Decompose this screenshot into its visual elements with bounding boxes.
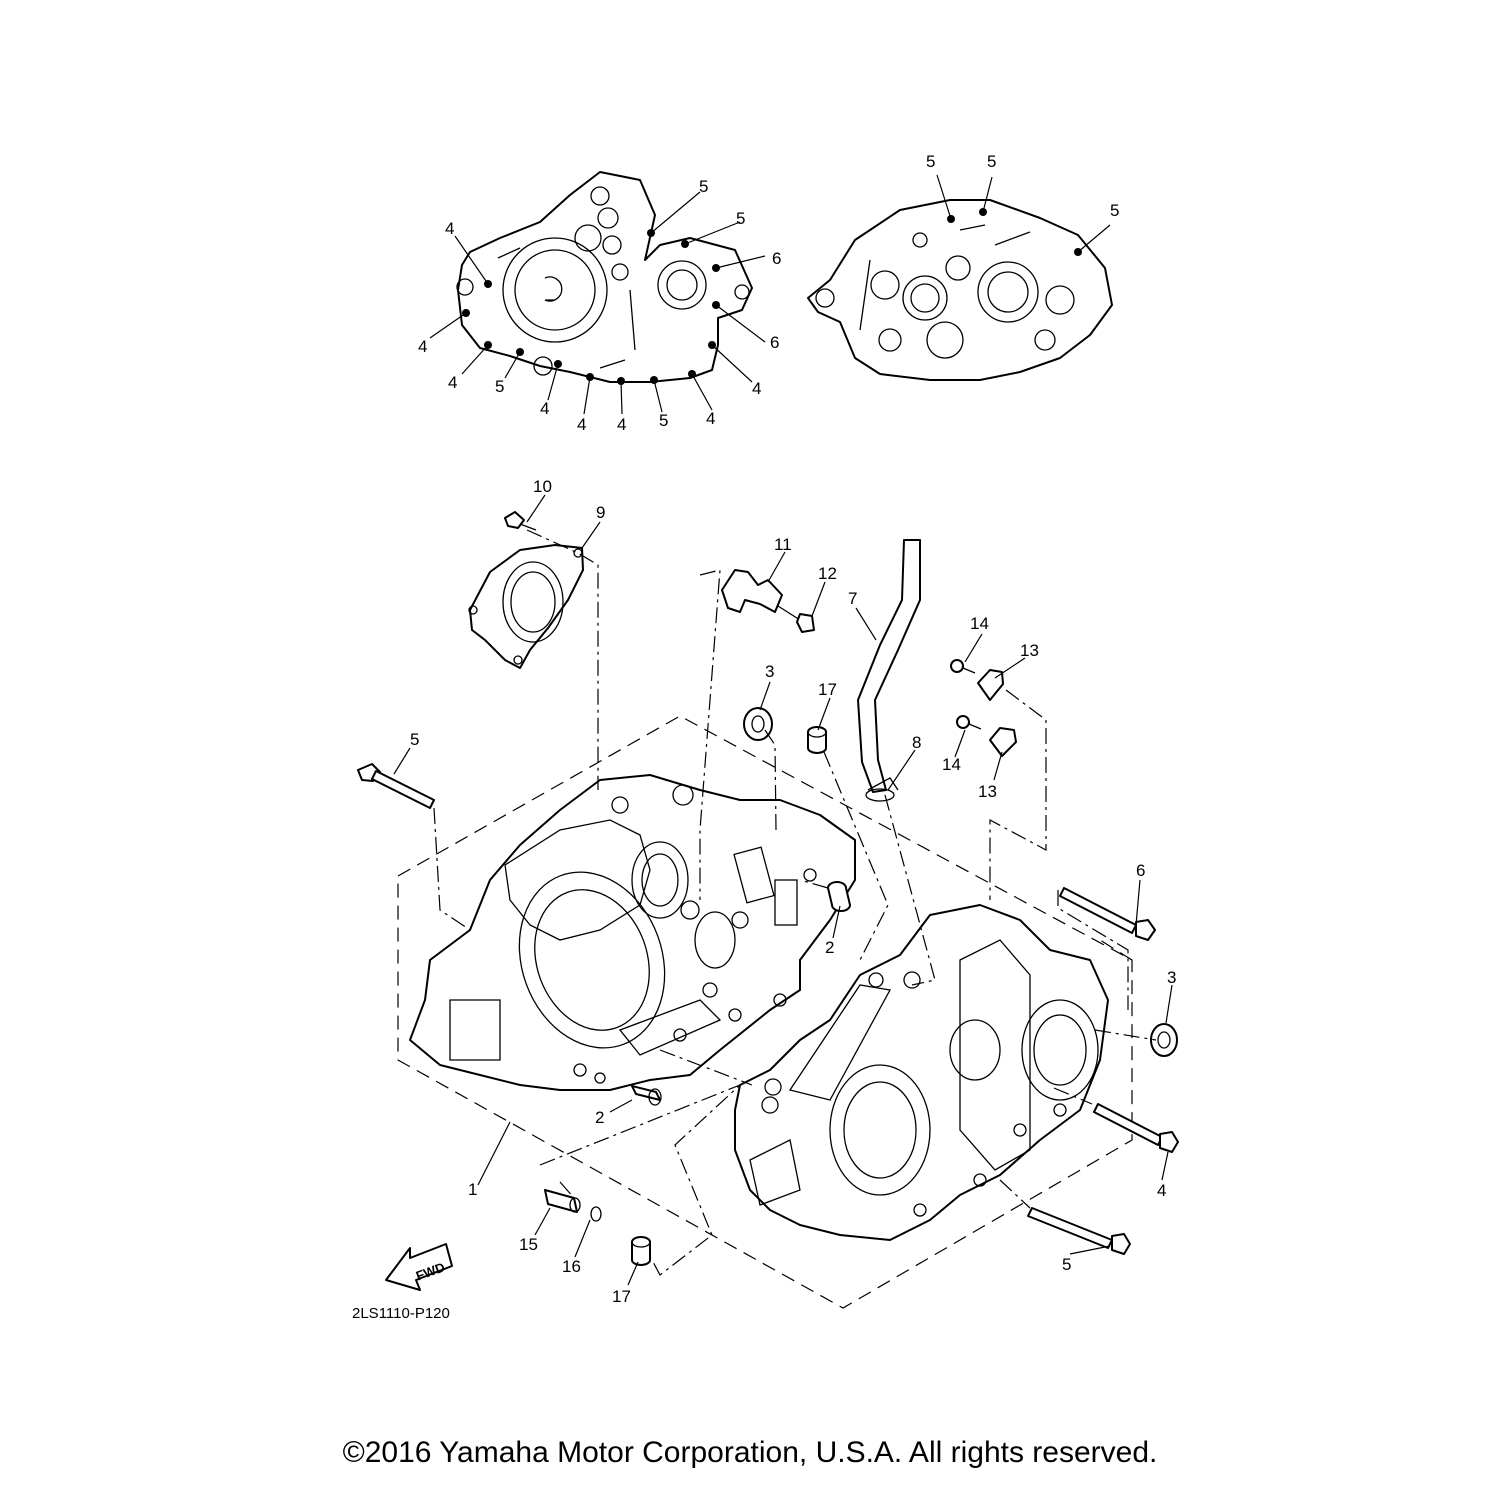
callout-label: 14 (970, 614, 989, 633)
collar-17-lower (632, 1237, 650, 1265)
callout-label: 13 (978, 782, 997, 801)
bracket-11 (722, 570, 782, 612)
callout-label: 12 (818, 564, 837, 583)
callout-label: 5 (410, 730, 420, 749)
bearing-plate-9 (469, 545, 583, 668)
right-case-bolt-pattern-view (808, 175, 1112, 380)
callout-label: 6 (770, 333, 780, 352)
callout-label: 5 (736, 209, 746, 228)
callout-label: 4 (448, 373, 458, 392)
callout-label: 13 (1020, 641, 1039, 660)
left-crankcase-half (410, 775, 855, 1090)
callout-label: 1 (468, 1180, 478, 1199)
callout-label: 4 (540, 399, 550, 418)
bolt-6-right (1060, 888, 1155, 940)
callout-label: 14 (942, 755, 961, 774)
callout-label: 4 (418, 337, 428, 356)
callout-label: 17 (612, 1287, 631, 1306)
callout-label: 6 (1136, 861, 1146, 880)
callout-label: 3 (765, 662, 775, 681)
dowel-2-lower (632, 1086, 661, 1105)
callout-label: 11 (774, 535, 792, 554)
callout-label: 6 (772, 249, 782, 268)
callout-label: 5 (659, 411, 669, 430)
screw-14-upper (951, 660, 975, 673)
plate-13-lower (990, 728, 1016, 756)
callout-label: 15 (519, 1235, 538, 1254)
collar-17-upper (808, 727, 826, 753)
callout-label: 10 (533, 477, 552, 496)
breather-hose-7 (858, 540, 920, 792)
fwd-direction-arrow (386, 1244, 452, 1290)
callout-label: 5 (699, 177, 709, 196)
callout-label: 3 (1167, 968, 1177, 987)
callout-label: 4 (577, 415, 587, 434)
callout-label: 4 (617, 415, 627, 434)
callout-label: 2 (825, 938, 835, 957)
callout-label: 4 (752, 379, 762, 398)
callout-label: 2 (595, 1108, 605, 1127)
dowel-2-upper (828, 882, 850, 911)
callout-label: 4 (1157, 1181, 1167, 1200)
bolt-12 (778, 606, 814, 632)
screw-14-lower (957, 716, 981, 729)
callout-label: 4 (706, 409, 716, 428)
fwd-label: FWD (413, 1259, 447, 1284)
bolt-4-right (1094, 1104, 1178, 1152)
callout-label: 4 (445, 219, 455, 238)
callout-label: 5 (987, 152, 997, 171)
left-case-bolt-pattern-view (430, 172, 765, 414)
callout-label: 5 (1062, 1255, 1072, 1274)
callout-label: 8 (912, 733, 922, 752)
callout-label: 9 (596, 503, 606, 522)
drawing-code: 2LS1110-P120 (352, 1305, 450, 1322)
callout-label: 5 (1110, 201, 1120, 220)
callout-label: 17 (818, 680, 837, 699)
callout-label: 16 (562, 1257, 581, 1276)
copyright-notice: ©2016 Yamaha Motor Corporation, U.S.A. All rights reserved. (342, 1436, 1158, 1469)
bolt-5-bottom (1028, 1208, 1130, 1254)
callout-label: 5 (926, 152, 936, 171)
callout-label: 5 (495, 377, 505, 396)
o-ring-16 (591, 1207, 601, 1221)
callout-label: 7 (848, 589, 858, 608)
